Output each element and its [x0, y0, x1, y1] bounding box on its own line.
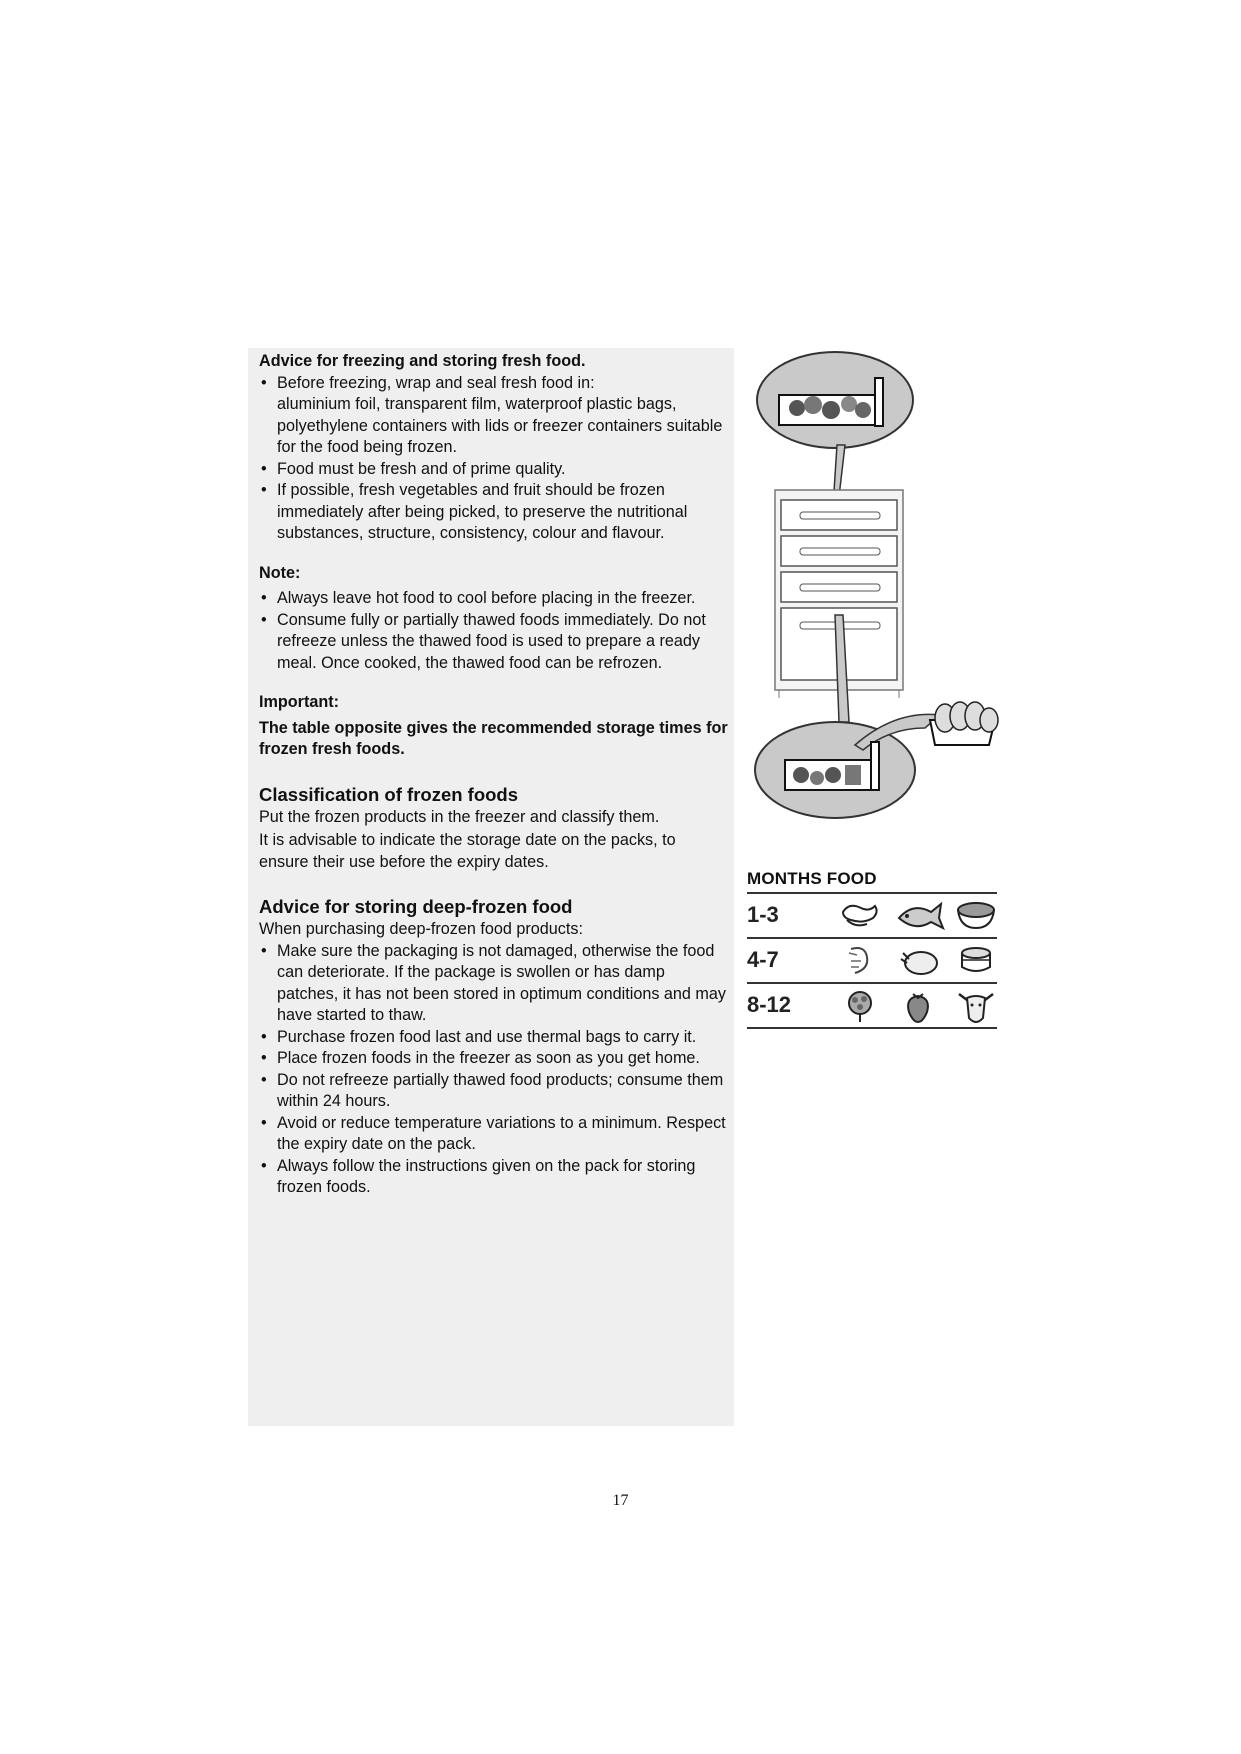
table-header: MONTHS FOOD: [747, 869, 877, 888]
freezing-advice-list: [259, 373, 729, 545]
list-item: • Avoid or reduce temperature variations to a minimum. Respect the expiry date on the pack.: [259, 1113, 729, 1156]
months-label: 8-12: [747, 992, 792, 1017]
classification-heading: Classification of frozen foods: [259, 783, 519, 805]
strawberry-icon: [903, 988, 933, 1024]
list-item: • Always leave hot food to cool before placing in the freezer.: [259, 588, 729, 610]
soup-bowl-icon: [955, 898, 997, 932]
cheese-icon: [959, 943, 993, 977]
table-row: [747, 892, 997, 937]
list-item: • Food must be fresh and of prime quality.: [259, 459, 729, 481]
deep-frozen-intro: When purchasing deep-frozen food products:: [259, 920, 583, 938]
deep-frozen-list: [259, 941, 729, 1199]
freezing-advice-heading: Advice for freezing and storing fresh food.: [259, 352, 586, 370]
storage-times-table: [747, 866, 997, 1029]
list-item: • Purchase frozen food last and use thermal bags to carry it.: [259, 1027, 729, 1049]
classification-line-2: It is advisable to indicate the storage date on the packs, to ensure their use before the expiry dates.: [259, 831, 676, 871]
table-row: [747, 937, 997, 982]
sausages-icon: [839, 898, 881, 932]
chicken-icon: [897, 943, 941, 979]
list-item: • Consume fully or partially thawed foods immediately. Do not refreeze unless the thawed food is used to prepare a ready meal. Once cooked, the thawed food can be refrozen.: [259, 610, 729, 675]
list-item: • Always follow the instructions given on the pack for storing frozen foods.: [259, 1156, 729, 1199]
important-heading: Important:: [259, 693, 340, 711]
list-item: • Make sure the packaging is not damaged, otherwise the food can deteriorate. If the package is swollen or has damp patches, it has not been stored in optimum conditions and may have started to thaw.: [259, 941, 729, 1027]
months-label: 4-7: [747, 947, 779, 972]
page-number: 17: [612, 1492, 629, 1509]
classification-line-1: Put the frozen products in the freezer and classify them.: [259, 807, 660, 826]
important-text: The table opposite gives the recommended storage times for frozen fresh foods.: [259, 718, 728, 758]
shrimp-icon: [843, 943, 877, 979]
list-item: • If possible, fresh vegetables and fruit should be frozen immediately after being picked, to preserve the nutritional substances, structure, consistency, colour and flavour.: [259, 480, 729, 545]
list-item: • Before freezing, wrap and seal fresh food in: aluminium foil, transparent film, waterproof plastic bags, polyethylene containers with lids or freezer containers suitable for the food being frozen.: [259, 373, 729, 459]
vegetable-icon: [841, 988, 879, 1024]
freezer-drawers-icon: [745, 350, 1020, 850]
list-item: • Do not refreeze partially thawed food products; consume them within 24 hours.: [259, 1070, 729, 1113]
note-heading: Note:: [259, 563, 301, 582]
text-column: [259, 351, 729, 1199]
table-row: [747, 982, 997, 1029]
fish-icon: [895, 898, 945, 932]
note-list: [259, 588, 729, 674]
list-item: • Place frozen foods in the freezer as soon as you get home.: [259, 1048, 729, 1070]
cow-icon: [955, 988, 997, 1028]
months-label: 1-3: [747, 902, 779, 927]
deep-frozen-heading: Advice for storing deep-frozen food: [259, 896, 573, 917]
